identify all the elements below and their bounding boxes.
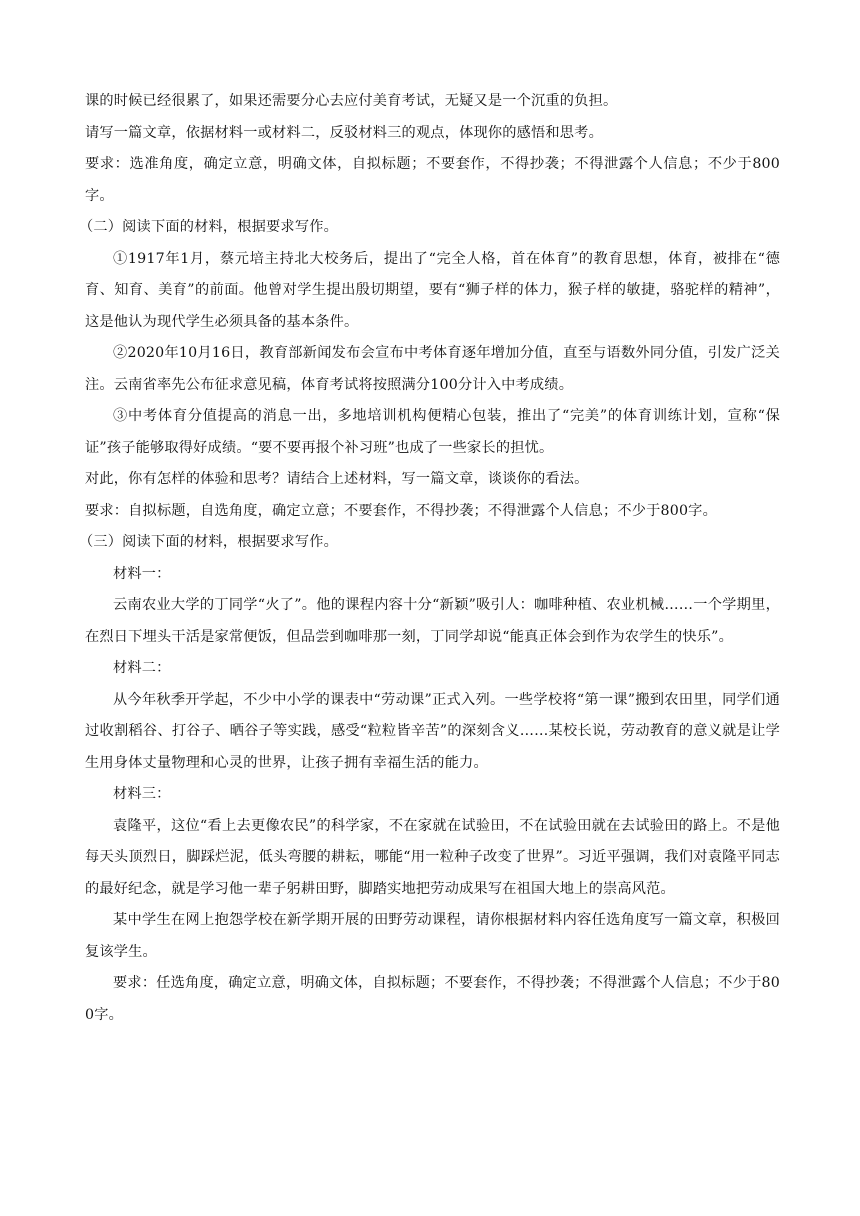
part3-material-2-label: 材料二： [113, 660, 171, 676]
part2-material-3: ③中考体育分值提高的消息一出，多地培训机构便精心包装，推出了“完美”的体育训练计划，宣称“保证”孩子能够取得好成绩。“要不要再报个补习班”也成了一些家长的担忧。 [85, 408, 780, 456]
document-body [79, 86, 780, 1031]
part3-material-1-text: 云南农业大学的丁同学“火了”。他的课程内容十分“新颖”吸引人：咖啡种植、农业机械……一个学期里，在烈日下埋头干活是家常便饭，但品尝到咖啡那一刻，丁同学却说“能真正体会到作为农学生的快乐”。 [85, 597, 780, 645]
part2-heading: （二）阅读下面的材料，根据要求写作。 [79, 219, 338, 235]
part3-requirement: 要求：任选角度，确定立意，明确文体，自拟标题；不要套作，不得抄袭；不得泄露个人信息；不少于800字。 [85, 975, 780, 1023]
part1-prompt: 请写一篇文章，依据材料一或材料二，反驳材料三的观点，体现你的感悟和思考。 [85, 124, 603, 141]
part2-requirement: 要求：自拟标题，自选角度，确定立意；不要套作，不得抄袭；不得泄露个人信息；不少于800字。 [85, 502, 717, 519]
part3-material-3-text: 袁隆平，这位“看上去更像农民”的科学家，不在家就在试验田，不在试验田就在去试验田的路上。不是他每天头顶烈日，脚踩烂泥，低头弯腰的耕耘，哪能“用一粒种子改变了世界”。习近平强调，我们对袁隆平同志的最好纪念，就是学习他一辈子躬耕田野，脚踏实地把劳动成果写在祖国大地上的崇高风范。 [85, 817, 780, 897]
part2-material-1: ①1917年1月，蔡元培主持北大校务后，提出了“完全人格，首在体育”的教育思想，体育，被排在“德育、知育、美育”的前面。他曾对学生提出殷切期望，要有“狮子样的体力，猴子样的敏捷，骆驼样的精神”，这是他认为现代学生必须具备的基本条件。 [85, 250, 780, 330]
part3-task: 某中学生在网上抱怨学校在新学期开展的田野劳动课程，请你根据材料内容任选角度写一篇文章，积极回复该学生。 [85, 912, 780, 960]
part3-material-3-label: 材料三： [113, 786, 171, 802]
part1-continuation: 课的时候已经很累了，如果还需要分心去应付美育考试，无疑又是一个沉重的负担。 [85, 93, 618, 109]
part3-heading: （三）阅读下面的材料，根据要求写作。 [79, 534, 338, 550]
part2-prompt: 对此，你有怎样的体验和思考？请结合上述材料，写一篇文章，谈谈你的看法。 [85, 471, 589, 487]
part3-material-1-label: 材料一： [113, 565, 171, 582]
part3-material-2-text: 从今年秋季开学起，不少中小学的课表中“劳动课”正式入列。一些学校将“第一课”搬到农田里，同学们通过收割稻谷、打谷子、晒谷子等实践，感受“粒粒皆辛苦”的深刻含义……某校长说，劳动教育的意义就是让学生用身体丈量物理和心灵的世界，让孩子拥有幸福生活的能力。 [85, 691, 780, 771]
part2-material-2: ②2020年10月16日，教育部新闻发布会宣布中考体育逐年增加分值，直至与语数外同分值，引发广泛关注。云南省率先公布征求意见稿，体育考试将按照满分100分计入中考成绩。 [85, 345, 780, 393]
part1-requirement: 要求：选准角度，确定立意，明确文体，自拟标题；不要套作，不得抄袭；不得泄露个人信息；不少于800字。 [85, 156, 780, 204]
